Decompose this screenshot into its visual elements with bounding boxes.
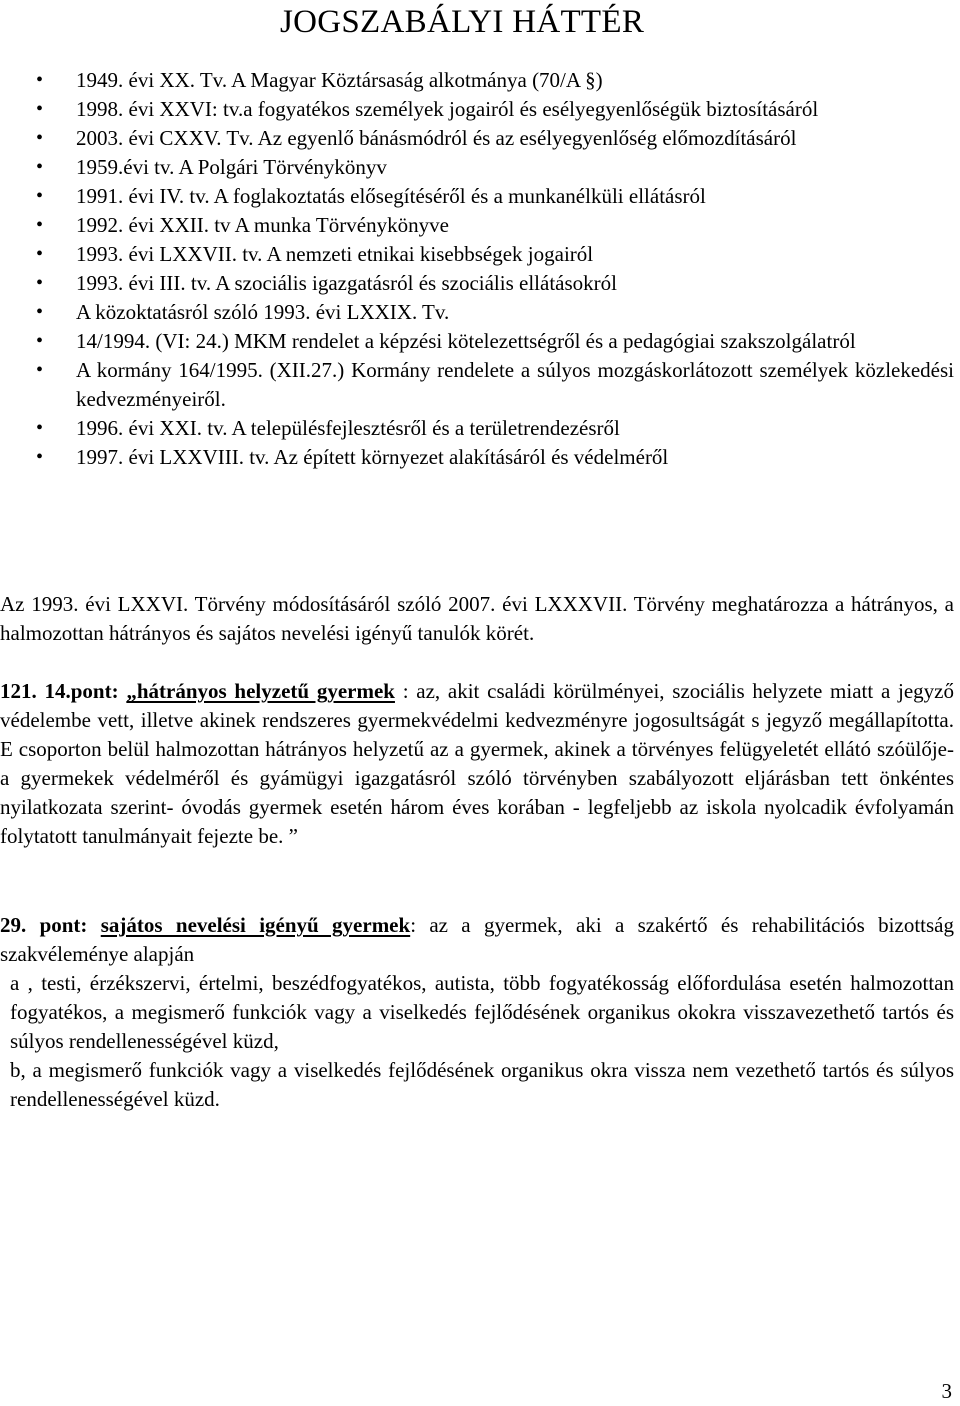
law-amendment-paragraph: Az 1993. évi LXXVI. Törvény módosításáról szóló 2007. évi LXXXVII. Törvény meghatározza a hátrányos, a halmozottan hátrányos és sajátos nevelési igényű tanulók körét. [0,592,954,645]
list-item-text: 1991. évi IV. tv. A foglakoztatás elősegítéséről és a munkanélküli ellátásról [76,184,706,208]
definition-term: „hátrányos helyzetű gyermek [126,679,395,703]
list-item-text: A kormány 164/1995. (XII.27.) Kormány rendelete a súlyos mozgáskorlátozott személyek közlekedési kedvezményeiről. [76,358,954,411]
bullet-icon: • [36,417,44,439]
list-item [0,414,960,443]
list-item-text: 1997. évi LXXVIII. tv. Az épített környezet alakításáról és védelméről [76,445,669,469]
disadvantaged-child-paragraph [0,677,954,851]
list-item [0,356,960,414]
bullet-icon: • [36,156,44,178]
list-item-text: 1998. évi XXVI: tv.a fogyatékos személyek jogairól és esélyegyenlőségük biztosításáról [76,97,819,121]
bullet-icon: • [36,330,44,352]
list-item-text: 1996. évi XXI. tv. A településfejlesztésről és a területrendezésről [76,416,620,440]
list-item [0,124,960,153]
page-number: 3 [941,1379,952,1403]
list-item [0,211,960,240]
list-item-text: 1993. évi III. tv. A szociális igazgatásról és szociális ellátásokról [76,271,617,295]
bullet-icon: • [36,272,44,294]
special-needs-child-paragraph [0,911,954,969]
list-item-text: 14/1994. (VI: 24.) MKM rendelet a képzési kötelezettségről és a pedagógiai szakszolgálatról [76,329,856,353]
list-item [0,298,960,327]
list-item-text: 1993. évi LXXVII. tv. A nemzeti etnikai kisebbségek jogairól [76,242,594,266]
bullet-icon: • [36,185,44,207]
list-item-text: 1949. évi XX. Tv. A Magyar Köztársaság alkotmánya (70/A §) [76,68,603,92]
list-item [0,95,960,124]
bullet-icon: • [36,127,44,149]
special-needs-item-a: a , testi, érzékszervi, értelmi, beszédfogyatékos, autista, több fogyatékosság előfordulása esetén halmozottan fogyatékos, a megismerő funkciók vagy a viselkedés fejlődésének organikus okokra visszavezethető tartós és súlyos rendellenességével küzd, [10,971,954,1053]
list-item-text: 1959.évi tv. A Polgári Törvénykönyv [76,155,387,179]
special-needs-item-b: b, a megismerő funkciók vagy a viselkedés fejlődésének organikus okra vissza nem vezethető tartós és súlyos rendellenességével küzd. [10,1058,954,1111]
bullet-icon: • [36,214,44,236]
definition-ref: 29. pont: [0,913,88,937]
list-item [0,182,960,211]
definition-term: sajátos nevelési igényű gyermek [100,913,411,937]
bullet-icon: • [36,98,44,120]
list-item [0,269,960,298]
list-item [0,66,960,95]
bullet-icon: • [36,446,44,468]
list-item [0,443,960,472]
definition-ref: 121. 14.pont: [0,679,119,703]
legal-background-list [0,66,960,472]
list-item-text: 1992. évi XXII. tv A munka Törvénykönyve [76,213,449,237]
bullet-icon: • [36,301,44,323]
definition-body: : az a gyermek, aki a szakértő és rehabilitációs bizottság szakvéleménye alapján [0,913,954,966]
list-item [0,327,960,356]
list-item [0,153,960,182]
definition-body: : az, akit családi körülményei, szociális helyzete miatt a jegyző védelembe vett, illetve akinek rendszeres gyermekvédelmi kedvezményre jogosultságát s jegyző megállapította. E csoporton belül halmozottan hátrányos helyzetű az a gyermek, akinek a törvényes felügyeletét ellátó szóülője- a gyermekek védelméről és gyámügyi igazgatásról szóló törvényben szabályozott eljárásban tett önkéntes nyilatkozata szerint- óvodás gyermek esetén három éves korában - legfeljebb az iskola nyolcadik évfolyamán folytatott tanulmányait fejezte be. ” [0,679,954,848]
list-item-text: 2003. évi CXXV. Tv. Az egyenlő bánásmódról és az esélyegyenlőség előmozdításáról [76,126,797,150]
bullet-icon: • [36,69,44,91]
list-item-text: A közoktatásról szóló 1993. évi LXXIX. Tv. [76,300,450,324]
page-title: JOGSZABÁLYI HÁTTÉR [280,4,645,40]
bullet-icon: • [36,359,44,381]
list-item [0,240,960,269]
bullet-icon: • [36,243,44,265]
